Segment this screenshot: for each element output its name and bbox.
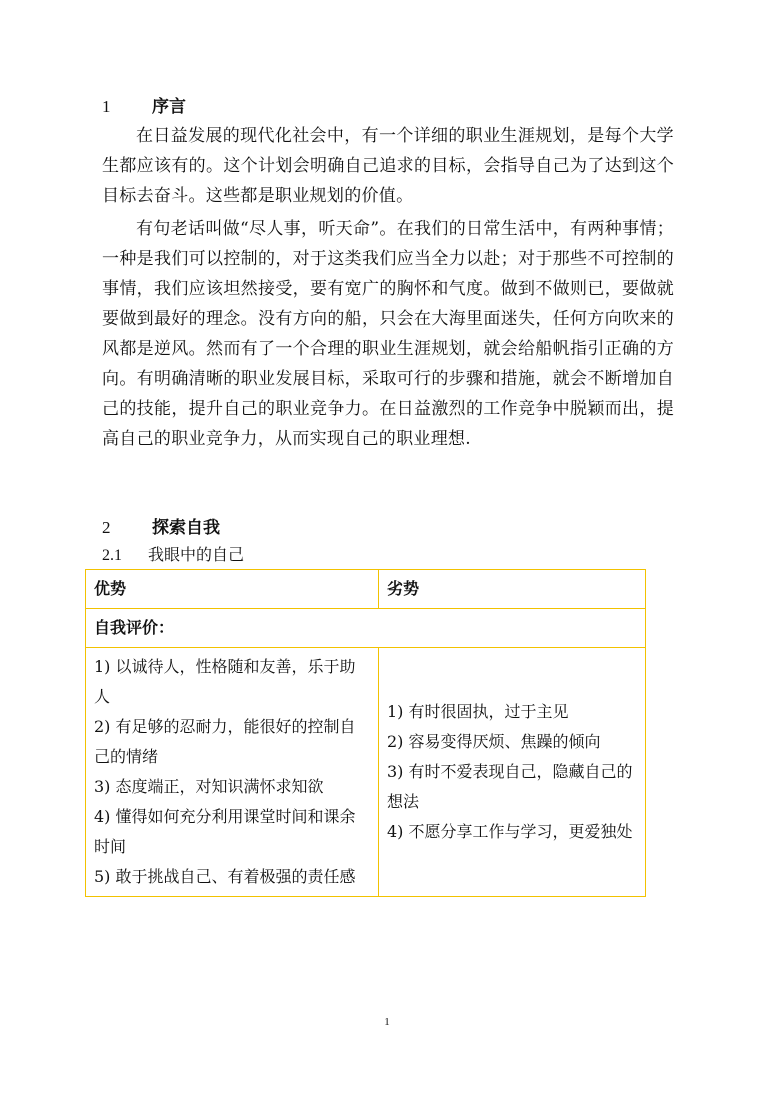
self-evaluation-table [85, 569, 646, 897]
weaknesses-header: 劣势 [379, 570, 646, 609]
section-1-heading [102, 92, 186, 117]
section-1-number: 1 [102, 97, 111, 116]
weakness-item: 3) 有时不爱表现自己，隐藏自己的想法 [387, 762, 633, 811]
table-content-row [86, 648, 646, 897]
subsection-2-1-title: 我眼中的自己 [148, 545, 245, 564]
table-header-row [86, 570, 646, 609]
self-eval-label: 自我评价： [86, 609, 646, 648]
page-number: 1 [384, 1016, 390, 1028]
weaknesses-list [387, 697, 637, 847]
strength-item: 2) 有足够的忍耐力，能很好的控制自己的情绪 [94, 717, 356, 766]
section-2-number: 2 [102, 518, 111, 537]
self-eval-row [86, 609, 646, 648]
section-2-heading [102, 513, 220, 538]
weakness-item: 2) 容易变得厌烦、焦躁的倾向 [387, 732, 601, 751]
strengths-list [94, 652, 370, 892]
weakness-item: 1) 有时很固执，过于主见 [387, 702, 569, 721]
section-1-title: 序言 [152, 97, 186, 117]
weakness-item: 4) 不愿分享工作与学习，更爱独处 [387, 822, 633, 841]
strengths-header: 优势 [86, 570, 379, 609]
weaknesses-cell [379, 648, 646, 897]
strength-item: 3) 态度端正，对知识满怀求知欲 [94, 777, 324, 796]
section-2-title: 探索自我 [152, 518, 220, 538]
subsection-2-1-number: 2.1 [102, 547, 122, 564]
strengths-cell [86, 648, 379, 897]
strength-item: 4) 懂得如何充分利用课堂时间和课余时间 [94, 807, 356, 856]
subsection-2-1-heading [102, 542, 244, 565]
intro-paragraph-1: 在日益发展的现代化社会中，有一个详细的职业生涯规划，是每个大学生都应该有的。这个计划会明确自己追求的目标，会指导自己为了达到这个目标去奋斗。这些都是职业规划的价值。 [102, 126, 674, 206]
strength-item: 1) 以诚待人，性格随和友善，乐于助人 [94, 657, 356, 706]
intro-paragraph-2: 有句老话叫做“尽人事，听天命”。在我们的日常生活中，有两种事情；一种是我们可以控制的，对于这类我们应当全力以赴；对于那些不可控制的事情，我们应该坦然接受，要有宽广的胸怀和气度。做到不做则已，要做就要做到最好的理念。没有方向的船，只会在大海里面迷失，任何方向吹来的风都是逆风。然而有了一个合理的职业生涯规划，就会给船帆指引正确的方向。有明确清晰的职业发展目标，采取可行的步骤和措施，就会不断增加自己的技能，提升自己的职业竞争力。在日益激烈的工作竞争中脱颖而出，提高自己的职业竞争力，从而实现自己的职业理想. [102, 219, 674, 449]
strength-item: 5) 敢于挑战自己、有着极强的责任感 [94, 867, 356, 886]
